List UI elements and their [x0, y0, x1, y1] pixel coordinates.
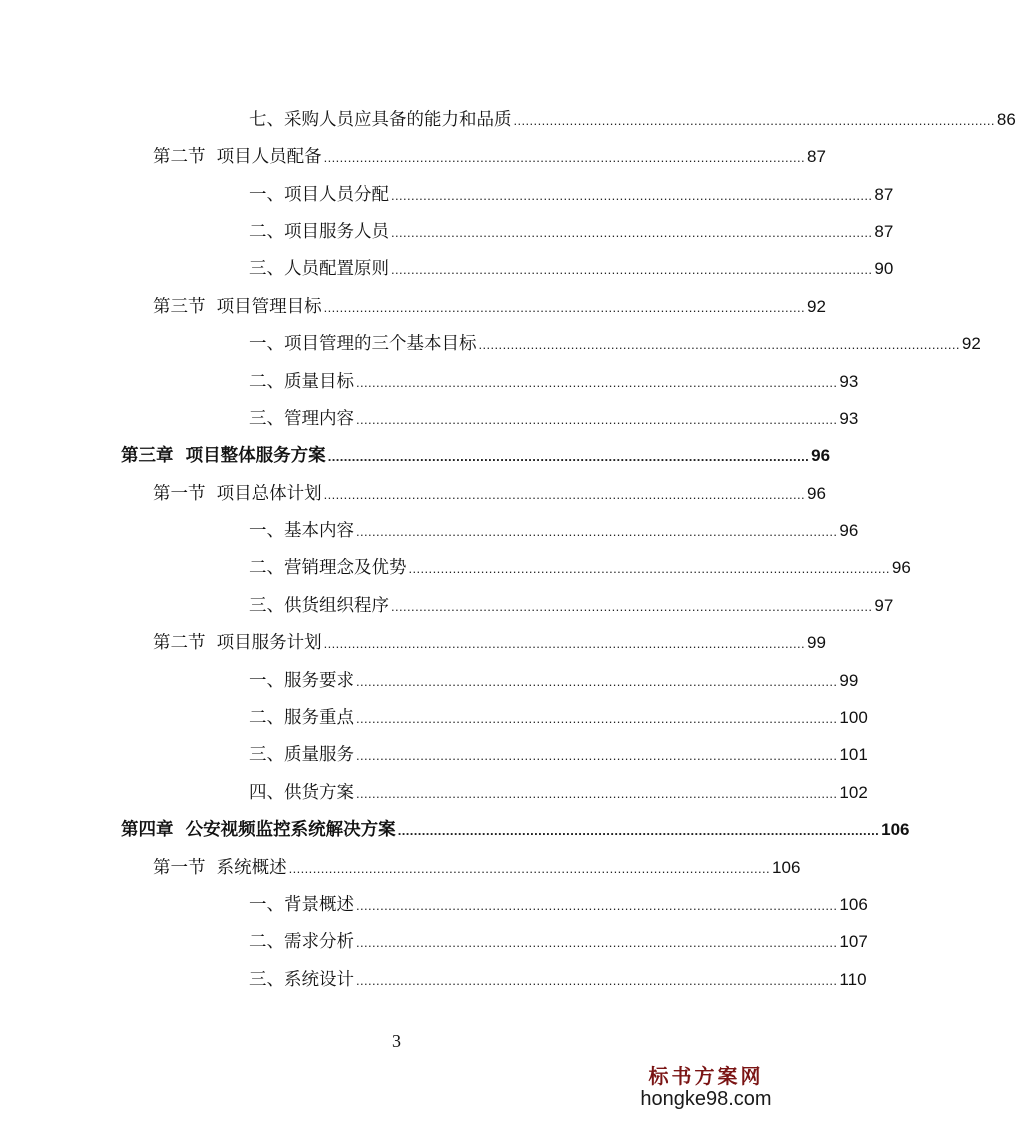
toc-leader-dots: ........................................................................................................................ [323, 636, 806, 651]
toc-entry-page: 101 [839, 745, 868, 764]
toc-entry[interactable] [249, 961, 867, 991]
toc-entry-title: 第三节 项目管理目标 [153, 297, 322, 317]
toc-entry-page: 102 [839, 783, 868, 802]
toc-entry-page: 110 [839, 970, 867, 989]
toc-entry-title: 二、营销理念及优势 [249, 558, 407, 578]
toc-entry-title: 第一节 系统概述 [153, 858, 287, 878]
toc-entry[interactable] [249, 736, 868, 766]
toc-entry-page: 96 [811, 446, 831, 465]
toc-leader-dots: ........................................................................................................................ [323, 150, 806, 165]
toc-entry-page: 106 [881, 820, 910, 839]
toc-entry[interactable] [249, 662, 859, 692]
toc-entry-page: 96 [891, 558, 911, 577]
toc-entry-title: 一、背景概述 [249, 895, 354, 915]
watermark-title: 标书方案网 [648, 1064, 764, 1088]
toc-entry-page: 90 [874, 259, 894, 278]
toc-entry-title: 一、项目管理的三个基本目标 [249, 334, 477, 354]
toc-entry-title: 三、人员配置原则 [249, 259, 389, 279]
toc-leader-dots: ........................................................................................................................ [327, 449, 810, 464]
toc-entry-page: 87 [807, 147, 826, 166]
toc-entry-title: 第四章 公安视频监控系统解决方案 [121, 820, 396, 840]
toc-entry[interactable] [249, 325, 981, 355]
toc-entry-page: 99 [807, 633, 826, 652]
toc-entry-page: 92 [807, 297, 826, 316]
toc-entry-page: 92 [961, 334, 981, 353]
toc-entry-title: 四、供货方案 [249, 783, 354, 803]
toc-entry[interactable] [249, 587, 894, 617]
toc-entry[interactable] [249, 363, 859, 393]
toc-entry-page: 106 [839, 895, 868, 914]
toc-entry[interactable] [249, 213, 894, 243]
toc-leader-dots: ........................................................................................................................ [397, 823, 880, 838]
toc-entry[interactable] [249, 699, 868, 729]
toc-entry-title: 三、管理内容 [249, 409, 354, 429]
toc-entry[interactable] [249, 250, 894, 280]
toc-leader-dots: ........................................................................................................................ [356, 412, 838, 427]
toc-entry-page: 93 [839, 409, 859, 428]
toc-leader-dots: ........................................................................................................................ [288, 861, 771, 876]
toc-entry-page: 100 [839, 708, 868, 727]
toc-leader-dots: ........................................................................................................................ [356, 711, 838, 726]
toc-leader-dots: ........................................................................................................................ [356, 674, 838, 689]
toc-leader-dots: ........................................................................................................................ [513, 113, 995, 128]
toc-entry-title: 三、质量服务 [249, 745, 354, 765]
toc-entry-title: 二、服务重点 [249, 708, 354, 728]
toc-entry-title: 三、供货组织程序 [249, 596, 389, 616]
toc-leader-dots: ........................................................................................................................ [356, 748, 838, 763]
toc-entry-title: 第三章 项目整体服务方案 [121, 446, 326, 466]
toc-entry[interactable] [249, 400, 859, 430]
toc-entry-title: 七、采购人员应具备的能力和品质 [249, 110, 512, 130]
toc-leader-dots: ........................................................................................................................ [356, 973, 838, 988]
toc-entry-title: 一、基本内容 [249, 521, 354, 541]
toc-leader-dots: ........................................................................................................................ [478, 337, 960, 352]
toc-leader-dots: ........................................................................................................................ [391, 262, 873, 277]
toc-leader-dots: ........................................................................................................................ [356, 786, 838, 801]
toc-leader-dots: ........................................................................................................................ [323, 300, 806, 315]
toc-entry[interactable] [249, 923, 868, 953]
toc-leader-dots: ........................................................................................................................ [356, 375, 838, 390]
toc-entry-title: 第一节 项目总体计划 [153, 484, 322, 504]
toc-entry-title: 第二节 项目服务计划 [153, 633, 322, 653]
page-number: 3 [392, 1031, 401, 1051]
toc-leader-dots: ........................................................................................................................ [356, 935, 838, 950]
toc-entry[interactable] [153, 288, 826, 318]
toc-entry-title: 第二节 项目人员配备 [153, 147, 322, 167]
toc-entry[interactable] [249, 101, 1016, 131]
toc-entry-title: 一、项目人员分配 [249, 185, 389, 205]
toc-leader-dots: ........................................................................................................................ [391, 599, 873, 614]
toc-entry[interactable] [153, 849, 801, 879]
toc-entry[interactable] [249, 512, 859, 542]
toc-entry[interactable] [249, 886, 868, 916]
watermark [637, 1064, 775, 1110]
toc-entry[interactable] [153, 624, 826, 654]
toc-entry-page: 86 [996, 110, 1016, 129]
toc-entry[interactable] [249, 549, 911, 579]
toc-entry[interactable] [121, 811, 910, 841]
toc-entry-page: 96 [839, 521, 859, 540]
toc-leader-dots: ........................................................................................................................ [323, 487, 806, 502]
toc-entry-page: 87 [874, 185, 894, 204]
toc-entry-page: 93 [839, 372, 859, 391]
toc-entry[interactable] [153, 138, 826, 168]
toc-entry-title: 一、服务要求 [249, 671, 354, 691]
toc-entry[interactable] [121, 437, 831, 467]
toc-entry-page: 99 [839, 671, 859, 690]
toc-entry-title: 二、项目服务人员 [249, 222, 389, 242]
toc-entry-page: 106 [772, 858, 801, 877]
toc-entry-page: 87 [874, 222, 894, 241]
toc-entry-title: 二、质量目标 [249, 372, 354, 392]
toc-entry-page: 96 [807, 484, 826, 503]
toc-leader-dots: ........................................................................................................................ [356, 898, 838, 913]
toc-entry[interactable] [153, 475, 826, 505]
watermark-url: hongke98.com [640, 1088, 772, 1110]
toc-leader-dots: ........................................................................................................................ [356, 524, 838, 539]
toc-entry[interactable] [249, 774, 868, 804]
toc-leader-dots: ........................................................................................................................ [408, 561, 890, 576]
toc-entry-title: 二、需求分析 [249, 932, 354, 952]
toc-leader-dots: ........................................................................................................................ [391, 188, 873, 203]
toc-entry-title: 三、系统设计 [249, 970, 354, 990]
toc-entry[interactable] [249, 176, 894, 206]
toc-entry-page: 97 [874, 596, 894, 615]
toc-entry-page: 107 [839, 932, 868, 951]
toc-leader-dots: ........................................................................................................................ [391, 225, 873, 240]
